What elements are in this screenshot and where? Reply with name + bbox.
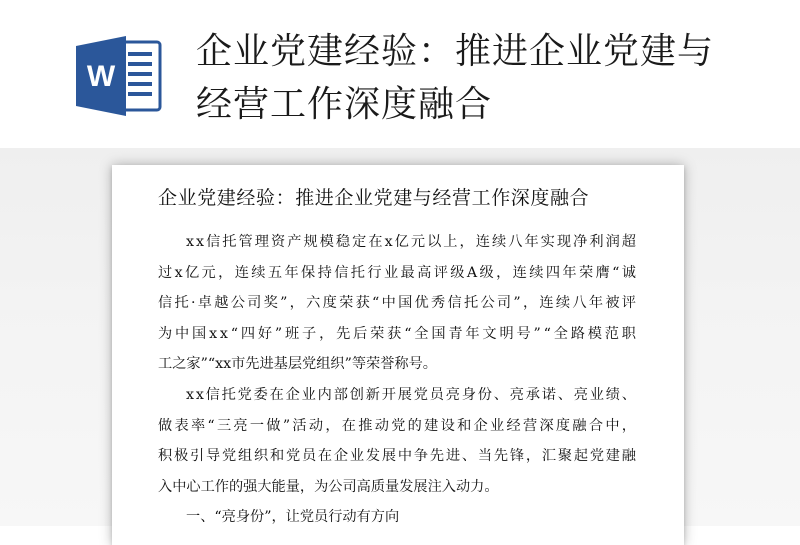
paragraph-1-line-1: xx信托管理资产规模稳定在x亿元以上，连续八年实现净利润超 [186,234,639,250]
paragraph-2-line-2: 做表率“三亮一做”活动，在推动党的建设和企业经营深度融合中， [158,417,639,434]
document-page [112,165,684,545]
paragraph-1-line-2: 过x亿元，连续五年保持信托行业最高评级A级，连续四年荣膺“诚 [158,264,639,281]
page-title [196,25,776,131]
page-title-line-2: 经营工作深度融合 [196,84,493,125]
paragraph-1-line-4: 为中国xx“四好”班子，先后荣获“全国青年文明号”“全路模范职 [158,325,639,342]
paragraph-2-line-3: 积极引导党组织和党员在企业发展中争先进、当先锋，汇聚起党建融 [158,448,638,465]
paragraph-2-line-4: 入中心工作的强大能量，为公司高质量发展注入动力。 [158,478,499,495]
word-icon-letter: W [86,60,116,93]
paragraph-2-line-1: xx信托党委在企业内部创新开展党员亮身份、亮承诺、亮业绩、 [186,386,638,403]
page-title-line-1: 企业党建经验：推进企业党建与 [196,31,715,72]
section-heading: 一、“亮身份”，让党员行动有方向 [186,509,400,526]
document-body [158,227,639,533]
paragraph-1-line-5: 工之家”“xx市先进基层党组织”等荣誉称号。 [158,356,437,373]
document-title: 企业党建经验：推进企业党建与经营工作深度融合 [158,187,590,209]
header-banner [0,0,800,150]
paragraph-1-line-3: 信托·卓越公司奖”，六度荣获“中国优秀信托公司”，连续八年被评 [158,295,639,312]
word-document-icon [76,36,164,116]
